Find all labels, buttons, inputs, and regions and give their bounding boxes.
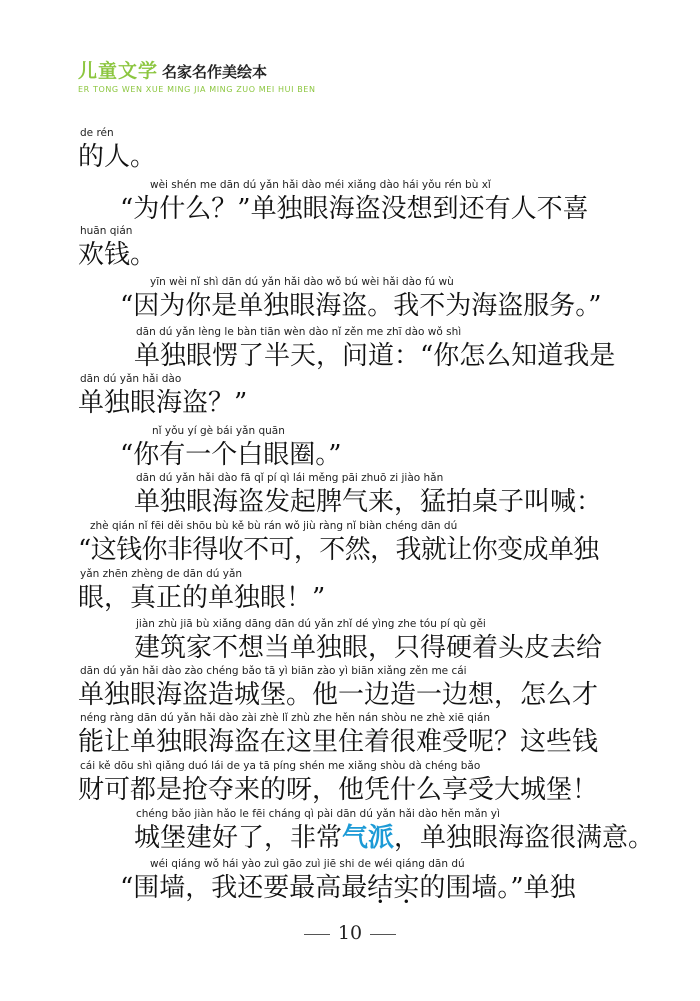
text-segment: 城堡建好了，非常 <box>134 823 343 853</box>
pinyin-line: yǎn zhēn zhèng de dān dú yǎn <box>80 568 243 580</box>
hanzi-line: 单独眼海盗？” <box>78 388 248 418</box>
series-title: 儿童文学 <box>78 60 159 82</box>
page-number-text: 10 <box>337 922 363 944</box>
pinyin-line: nǐ yǒu yí gè bái yǎn quān <box>152 425 285 437</box>
text-segment: 的围墙。”单独 <box>419 873 576 903</box>
pinyin-line: néng ràng dān dú yǎn hǎi dào zài zhè lǐ zhù zhe hěn nán shòu ne zhè xiē qián <box>80 712 490 724</box>
emphasis-dot-char: 结 <box>367 873 394 903</box>
hanzi-line: “这钱你非得收不可，不然，我就让你变成单独 <box>78 535 599 565</box>
pinyin-line: zhè qián nǐ fēi děi shōu bù kě bù rán wǒ jiù ràng nǐ biàn chéng dān dú <box>90 520 458 532</box>
pinyin-line: jiàn zhù jiā bù xiǎng dāng dān dú yǎn zhǐ dé yìng zhe tóu pí qù gěi <box>136 618 486 630</box>
pinyin-line: dān dú yǎn hǎi dào <box>80 373 182 385</box>
emphasis-dot-char: 实 <box>393 873 420 903</box>
hanzi-line: 单独眼愣了半天，问道：“你怎么知道我是 <box>134 341 616 371</box>
hanzi-line: 单独眼海盗发起脾气来，猛拍桌子叫喊： <box>134 487 603 517</box>
folio-dash-right <box>370 934 396 935</box>
pinyin-line: huān qián <box>80 225 133 237</box>
hanzi-line: 能让单独眼海盗在这里住着很难受呢？这些钱 <box>78 727 599 757</box>
hanzi-line: 单独眼海盗造城堡。他一边造一边想，怎么才 <box>78 680 599 710</box>
hanzi-line: “因为你是单独眼海盗。我不为海盗服务。” <box>120 291 602 321</box>
pinyin-line: wèi shén me dān dú yǎn hǎi dào méi xiǎng dào hái yǒu rén bù xǐ <box>150 179 491 191</box>
hanzi-line: “你有一个白眼圈。” <box>120 440 342 470</box>
pinyin-line: dān dú yǎn lèng le bàn tiān wèn dào nǐ zěn me zhī dào wǒ shì <box>136 326 462 338</box>
folio-dash-left <box>304 934 330 935</box>
pinyin-line: de rén <box>80 127 114 139</box>
pinyin-line: yīn wèi nǐ shì dān dú yǎn hǎi dào wǒ bú wèi hǎi dào fú wù <box>150 276 454 288</box>
pinyin-line: dān dú yǎn hǎi dào zào chéng bǎo tā yì biān zào yì biān xiǎng zěn me cái <box>80 665 467 677</box>
text-line <box>0 858 700 924</box>
pinyin-line: wéi qiáng wǒ hái yào zuì gāo zuì jiē shi de wéi qiáng dān dú <box>150 858 465 870</box>
hanzi-line: 建筑家不想当单独眼，只得硬着头皮去给 <box>134 633 603 663</box>
pinyin-line: dān dú yǎn hǎi dào fā qǐ pí qì lái měng pāi zhuō zi jiào hǎn <box>136 472 444 484</box>
hanzi-line: 的人。 <box>78 142 157 172</box>
hanzi-line: “为什么？”单独眼海盗没想到还有人不喜 <box>120 194 589 224</box>
hanzi-line: 财可都是抢夺来的呀，他凭什么享受大城堡！ <box>78 775 599 805</box>
series-pinyin: ER TONG WEN XUE MING JIA MING ZUO MEI HUI BEN <box>78 85 316 94</box>
hanzi-line: 欢钱。 <box>78 240 157 270</box>
pinyin-line: chéng bǎo jiàn hǎo le fēi cháng qì pài dān dú yǎn hǎi dào hěn mǎn yì <box>136 808 500 820</box>
hanzi-line <box>134 823 654 853</box>
hanzi-line <box>120 873 576 903</box>
highlighted-word: 气派 <box>342 823 395 853</box>
series-subtitle: 名家名作美绘本 <box>162 63 268 81</box>
text-segment: ，单独眼海盗很满意。 <box>394 823 655 853</box>
page-number <box>0 922 700 944</box>
text-segment: “围墙，我还要最高最 <box>120 873 368 903</box>
hanzi-line: 眼，真正的单独眼！” <box>78 583 326 613</box>
pinyin-line: cái kě dōu shì qiǎng duó lái de ya tā píng shén me xiǎng shòu dà chéng bǎo <box>80 760 481 772</box>
series-header <box>78 56 316 94</box>
